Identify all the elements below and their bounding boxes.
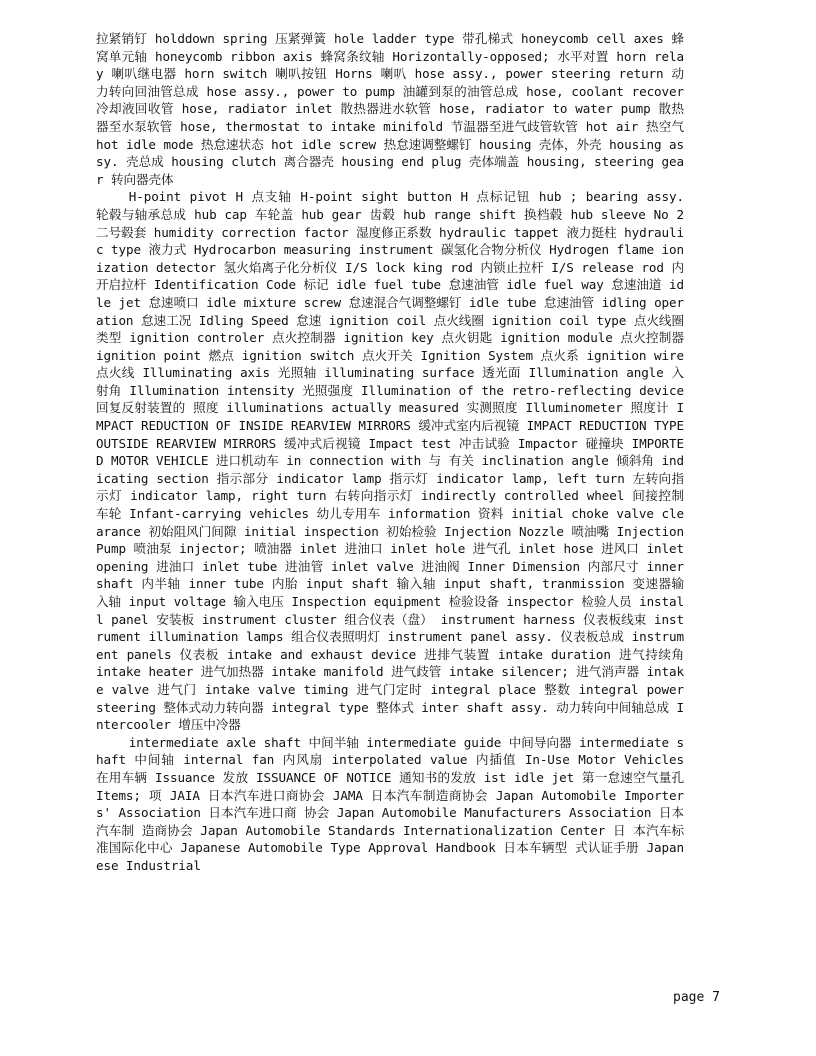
paragraph-h-terms: 拉紧销钉 holddown spring 压紧弹簧 hole ladder type 带孔梯式 honeycomb cell axes 蜂窝单元轴 honeycomb ribbon axis 蜂窝条纹轴 Horizontally-opposed; 水平对置 horn relay 喇叭继电器 horn switch 喇叭按钮 Horns 喇叭 hose assy., power steering return 动力转向回油管总成 hose assy., power to pump 油罐到泵的油管总成 hose, coolant recover 冷却液回收管 hose, radiator inlet 散热器进水软管 hose, radiator to water pump 散热器至水泵软管 hose, thermostat to intake minifold 节温器至进气歧管软管 hot air 热空气 hot idle mode 热怠速状态 hot idle screw 热怠速调整螺钉 housing 壳体，外壳 housing assy. 壳总成 housing clutch 离合器壳 housing end plug 壳体端盖 housing, steering gear 转向器壳体 (96, 31, 684, 187)
document-page (96, 30, 684, 875)
paragraph-i-j-terms: intermediate axle shaft 中间半轴 intermediate guide 中间导向器 intermediate shaft 中间轴 internal fan 内风扇 interpolated value 内插值 In-Use Motor Vehicles 在用车辆 Issuance 发放 ISSUANCE OF NOTICE 通知书的发放 ist idle jet 第一怠速空气量孔 Items; 项 JAIA 日本汽车进口商协会 JAMA 日本汽车制造商协会 Japan Automobile Importers' Association 日本汽车进口商 协会 Japan Automobile Manufacturers Association 日本汽车制 造商协会 Japan Automobile Standards Internationalization Center 日 本汽车标准国际化中心 Japanese Automobile Type Approval Handbook 日本车辆型 式认证手册 Japanese Industrial (96, 734, 684, 873)
page-number: page 7 (673, 990, 720, 1005)
paragraph-h-i-terms: H-point pivot H 点支轴 H-point sight button H 点标记钮 hub ; bearing assy. 轮毂与轴承总成 hub cap 车轮盖 hub gear 齿毂 hub range shift 换档毂 hub sleeve No 2 二号毂套 humidity correction factor 湿度修正系数 hydraulic tappet 液力挺柱 hydraulic type 液力式 Hydrocarbon measuring instrument 碳氢化合物分析仪 Hydrogen flame ionization detector 氢火焰离子化分析仪 I/S lock king rod 内锁止拉杆 I/S release rod 内开启拉杆 Identification Code 标记 idle fuel tube 怠速油管 idle fuel way 怠速油道 idle jet 怠速喷口 idle mixture screw 怠速混合气调整螺钉 idle tube 怠速油管 idling operation 怠速工况 Idling Speed 怠速 ignition coil 点火线圈 ignition coil type 点火线圈类型 ignition controler 点火控制器 ignition key 点火钥匙 ignition module 点火控制器 ignition point 燃点 ignition switch 点火开关 Ignition System 点火系 ignition wire 点火线 Illuminating axis 光照轴 illuminating surface 透光面 Illumination angle 入射角 Illumination intensity 光照强度 Illumination of the retro-reflecting device 回复反射装置的 照度 illuminations actually measured 实测照度 Illuminometer 照度计 IMPACT REDUCTION OF INSIDE REARVIEW MIRRORS 缓冲式室内后视镜 IMPACT REDUCTION TYPE OUTSIDE REARVIEW MIRRORS 缓冲式后视镜 Impact test 冲击试验 Impactor 碰撞块 IMPORTED MOTOR VEHICLE 进口机动车 in connection with 与 有关 inclination angle 倾斜角 indicating section 指示部分 indicator lamp 指示灯 indicator lamp, left turn 左转向指示灯 indicator lamp, right turn 右转向指示灯 indirectly controlled wheel 间接控制车轮 Infant-carrying vehicles 幼儿专用车 information 资料 initial choke valve clearance 初始阻风门间隙 initial inspection 初始检验 Injection Nozzle 喷油嘴 Injection Pump 喷油泵 injector; 喷油器 inlet 进油口 inlet hole 进气孔 inlet hose 进风口 inlet opening 进油口 inlet tube 进油管 inlet valve 进油阀 Inner Dimension 内部尺寸 inner shaft 内半轴 inner tube 内胎 input shaft 输入轴 input shaft, tranmission 变速器输入轴 input voltage 输入电压 Inspection equipment 检验设备 inspector 检验人员 install panel 安装板 instrument cluster 组合仪表（盘） instrument harness 仪表板线束 instrument illumination lamps 组合仪表照明灯 instrument panel assy. 仪表板总成 instrument panels 仪表板 intake and exhaust device 进排气装置 intake duration 进气持续角 intake heater 进气加热器 intake manifold 进气歧管 intake silencer; 进气消声器 intake valve 进气门 intake valve timing 进气门定时 integral place 整数 integral power steering 整体式动力转向器 integral type 整体式 inter shaft assy. 动力转向中间轴总成 Intercooler 增压中冷器 (96, 189, 684, 733)
